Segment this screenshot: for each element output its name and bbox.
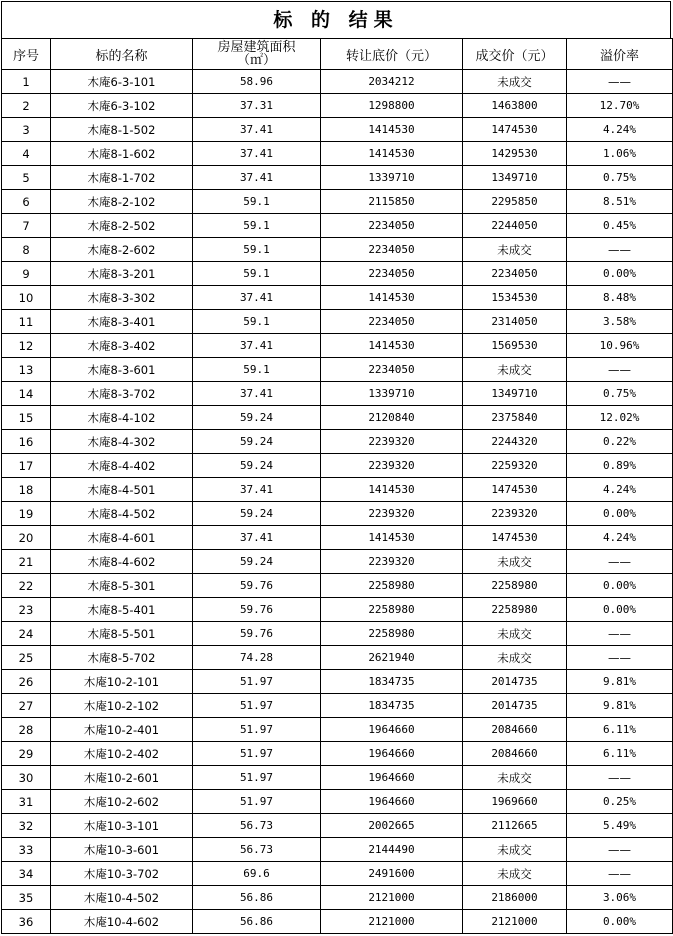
cell-premium: 0.00% (567, 262, 673, 286)
table-row (2, 454, 673, 478)
table-row (2, 718, 673, 742)
cell-reserve-price: 1964660 (321, 790, 463, 814)
cell-reserve-price: 2239320 (321, 502, 463, 526)
cell-name: 木庵8-3-401 (51, 310, 193, 334)
cell-area: 59.1 (193, 358, 321, 382)
cell-name: 木庵8-3-201 (51, 262, 193, 286)
cell-name: 木庵8-4-402 (51, 454, 193, 478)
cell-deal-price: 1569530 (463, 334, 567, 358)
cell-deal-price: 2234050 (463, 262, 567, 286)
cell-name: 木庵6-3-102 (51, 94, 193, 118)
cell-index: 29 (2, 742, 51, 766)
cell-reserve-price: 2144490 (321, 838, 463, 862)
cell-area: 59.24 (193, 406, 321, 430)
cell-reserve-price: 2621940 (321, 646, 463, 670)
cell-premium: 6.11% (567, 742, 673, 766)
header-area-unit: （㎡） (236, 53, 276, 68)
cell-area: 37.41 (193, 334, 321, 358)
cell-reserve-price: 2491600 (321, 862, 463, 886)
table-row (2, 406, 673, 430)
cell-area: 74.28 (193, 646, 321, 670)
cell-premium: —— (567, 862, 673, 886)
table-row (2, 694, 673, 718)
table-row (2, 862, 673, 886)
cell-premium: —— (567, 646, 673, 670)
cell-area: 56.86 (193, 886, 321, 910)
cell-index: 12 (2, 334, 51, 358)
cell-deal-price: 2121000 (463, 910, 567, 934)
cell-index: 4 (2, 142, 51, 166)
cell-deal-price: 1349710 (463, 166, 567, 190)
cell-reserve-price: 1414530 (321, 118, 463, 142)
cell-name: 木庵10-3-601 (51, 838, 193, 862)
cell-deal-price: 2295850 (463, 190, 567, 214)
cell-reserve-price: 1414530 (321, 142, 463, 166)
cell-premium: 8.51% (567, 190, 673, 214)
cell-index: 32 (2, 814, 51, 838)
cell-index: 35 (2, 886, 51, 910)
cell-index: 5 (2, 166, 51, 190)
cell-deal-price: 2244320 (463, 430, 567, 454)
cell-name: 木庵8-4-102 (51, 406, 193, 430)
cell-area: 59.1 (193, 262, 321, 286)
cell-deal-price: 2259320 (463, 454, 567, 478)
cell-reserve-price: 2121000 (321, 886, 463, 910)
cell-deal-price: 未成交 (463, 622, 567, 646)
cell-premium: 1.06% (567, 142, 673, 166)
cell-area: 59.24 (193, 430, 321, 454)
cell-area: 37.41 (193, 166, 321, 190)
table-row (2, 334, 673, 358)
page-title: 标 的 结果 (1, 1, 671, 38)
cell-deal-price: 1429530 (463, 142, 567, 166)
cell-premium: —— (567, 550, 673, 574)
cell-reserve-price: 2234050 (321, 262, 463, 286)
cell-area: 59.76 (193, 622, 321, 646)
header-premium: 溢价率 (567, 39, 673, 70)
cell-index: 8 (2, 238, 51, 262)
cell-index: 31 (2, 790, 51, 814)
table-row (2, 142, 673, 166)
cell-reserve-price: 2258980 (321, 574, 463, 598)
cell-name: 木庵8-1-702 (51, 166, 193, 190)
cell-name: 木庵10-2-101 (51, 670, 193, 694)
cell-area: 59.24 (193, 550, 321, 574)
header-deal-price: 成交价（元） (463, 39, 567, 70)
cell-index: 36 (2, 910, 51, 934)
cell-index: 2 (2, 94, 51, 118)
cell-name: 木庵10-2-402 (51, 742, 193, 766)
cell-index: 7 (2, 214, 51, 238)
table-row (2, 430, 673, 454)
cell-name: 木庵8-5-501 (51, 622, 193, 646)
cell-premium: 3.58% (567, 310, 673, 334)
cell-area: 59.1 (193, 310, 321, 334)
cell-index: 25 (2, 646, 51, 670)
table-row (2, 814, 673, 838)
cell-index: 11 (2, 310, 51, 334)
table-row (2, 166, 673, 190)
cell-deal-price: 未成交 (463, 838, 567, 862)
cell-index: 9 (2, 262, 51, 286)
cell-index: 21 (2, 550, 51, 574)
cell-deal-price: 1474530 (463, 526, 567, 550)
cell-area: 59.76 (193, 574, 321, 598)
cell-premium: 0.75% (567, 382, 673, 406)
table-row (2, 886, 673, 910)
cell-name: 木庵6-3-101 (51, 70, 193, 94)
table-row (2, 910, 673, 934)
cell-deal-price: 未成交 (463, 358, 567, 382)
cell-area: 59.1 (193, 238, 321, 262)
cell-premium: 0.00% (567, 502, 673, 526)
header-name: 标的名称 (51, 39, 193, 70)
cell-reserve-price: 2239320 (321, 550, 463, 574)
cell-deal-price: 2112665 (463, 814, 567, 838)
cell-premium: 4.24% (567, 526, 673, 550)
cell-premium: 0.45% (567, 214, 673, 238)
cell-area: 51.97 (193, 670, 321, 694)
cell-index: 26 (2, 670, 51, 694)
cell-area: 51.97 (193, 694, 321, 718)
cell-area: 59.1 (193, 190, 321, 214)
cell-reserve-price: 2234050 (321, 310, 463, 334)
cell-deal-price: 2239320 (463, 502, 567, 526)
cell-deal-price: 1534530 (463, 286, 567, 310)
cell-deal-price: 未成交 (463, 70, 567, 94)
table-row (2, 118, 673, 142)
cell-deal-price: 2084660 (463, 718, 567, 742)
cell-premium: 9.81% (567, 694, 673, 718)
table-row (2, 766, 673, 790)
cell-area: 69.6 (193, 862, 321, 886)
cell-name: 木庵10-4-602 (51, 910, 193, 934)
cell-area: 51.97 (193, 766, 321, 790)
table-row (2, 478, 673, 502)
cell-index: 13 (2, 358, 51, 382)
cell-name: 木庵10-4-502 (51, 886, 193, 910)
cell-premium: 0.22% (567, 430, 673, 454)
cell-premium: 0.00% (567, 574, 673, 598)
cell-name: 木庵8-3-302 (51, 286, 193, 310)
cell-premium: —— (567, 838, 673, 862)
cell-name: 木庵8-1-602 (51, 142, 193, 166)
cell-reserve-price: 2239320 (321, 430, 463, 454)
cell-index: 34 (2, 862, 51, 886)
cell-reserve-price: 1964660 (321, 742, 463, 766)
cell-reserve-price: 1414530 (321, 286, 463, 310)
cell-name: 木庵10-2-602 (51, 790, 193, 814)
cell-reserve-price: 2258980 (321, 598, 463, 622)
cell-premium: —— (567, 622, 673, 646)
cell-index: 1 (2, 70, 51, 94)
table-row (2, 94, 673, 118)
cell-reserve-price: 2234050 (321, 214, 463, 238)
cell-deal-price: 未成交 (463, 766, 567, 790)
cell-name: 木庵10-2-401 (51, 718, 193, 742)
cell-reserve-price: 2234050 (321, 238, 463, 262)
table-header (2, 39, 673, 70)
cell-premium: —— (567, 238, 673, 262)
cell-index: 14 (2, 382, 51, 406)
cell-index: 20 (2, 526, 51, 550)
cell-reserve-price: 2234050 (321, 358, 463, 382)
cell-index: 6 (2, 190, 51, 214)
cell-area: 37.31 (193, 94, 321, 118)
cell-premium: 10.96% (567, 334, 673, 358)
table-row (2, 742, 673, 766)
cell-premium: 4.24% (567, 118, 673, 142)
cell-reserve-price: 2120840 (321, 406, 463, 430)
cell-deal-price: 2375840 (463, 406, 567, 430)
cell-premium: 12.70% (567, 94, 673, 118)
cell-premium: 0.00% (567, 598, 673, 622)
cell-index: 22 (2, 574, 51, 598)
table-row (2, 262, 673, 286)
cell-reserve-price: 2258980 (321, 622, 463, 646)
header-area-label: 房屋建筑面积 (217, 40, 296, 55)
cell-reserve-price: 1339710 (321, 166, 463, 190)
cell-area: 56.73 (193, 838, 321, 862)
cell-premium: 3.06% (567, 886, 673, 910)
cell-reserve-price: 1964660 (321, 718, 463, 742)
cell-reserve-price: 2002665 (321, 814, 463, 838)
cell-area: 37.41 (193, 382, 321, 406)
cell-name: 木庵10-2-601 (51, 766, 193, 790)
cell-deal-price: 1474530 (463, 118, 567, 142)
cell-deal-price: 1463800 (463, 94, 567, 118)
header-reserve-price: 转让底价（元） (321, 39, 463, 70)
header-area (193, 39, 321, 70)
header-index: 序号 (2, 39, 51, 70)
results-table (1, 38, 673, 934)
cell-area: 37.41 (193, 142, 321, 166)
cell-deal-price: 1474530 (463, 478, 567, 502)
cell-name: 木庵8-2-102 (51, 190, 193, 214)
cell-index: 19 (2, 502, 51, 526)
cell-area: 59.1 (193, 214, 321, 238)
cell-reserve-price: 2034212 (321, 70, 463, 94)
cell-name: 木庵10-3-702 (51, 862, 193, 886)
cell-deal-price: 未成交 (463, 862, 567, 886)
cell-name: 木庵10-2-102 (51, 694, 193, 718)
cell-reserve-price: 2239320 (321, 454, 463, 478)
cell-premium: 0.89% (567, 454, 673, 478)
cell-index: 3 (2, 118, 51, 142)
table-row (2, 550, 673, 574)
cell-index: 24 (2, 622, 51, 646)
cell-area: 51.97 (193, 790, 321, 814)
cell-area: 58.96 (193, 70, 321, 94)
table-body (2, 70, 673, 934)
cell-reserve-price: 1834735 (321, 670, 463, 694)
cell-premium: 6.11% (567, 718, 673, 742)
table-row (2, 286, 673, 310)
table-row (2, 310, 673, 334)
cell-premium: 0.00% (567, 910, 673, 934)
table-row (2, 70, 673, 94)
cell-name: 木庵8-5-401 (51, 598, 193, 622)
cell-reserve-price: 1414530 (321, 334, 463, 358)
cell-deal-price: 未成交 (463, 646, 567, 670)
cell-name: 木庵8-1-502 (51, 118, 193, 142)
table-row (2, 382, 673, 406)
cell-deal-price: 未成交 (463, 238, 567, 262)
table-row (2, 502, 673, 526)
cell-area: 51.97 (193, 742, 321, 766)
cell-deal-price: 2258980 (463, 574, 567, 598)
cell-premium: 0.75% (567, 166, 673, 190)
cell-area: 37.41 (193, 478, 321, 502)
cell-name: 木庵8-2-502 (51, 214, 193, 238)
cell-area: 59.24 (193, 454, 321, 478)
cell-premium: —— (567, 358, 673, 382)
cell-premium: 8.48% (567, 286, 673, 310)
cell-deal-price: 2014735 (463, 670, 567, 694)
cell-area: 56.73 (193, 814, 321, 838)
table-row (2, 646, 673, 670)
cell-reserve-price: 2115850 (321, 190, 463, 214)
cell-reserve-price: 1414530 (321, 526, 463, 550)
table-row (2, 358, 673, 382)
cell-index: 15 (2, 406, 51, 430)
cell-name: 木庵8-4-601 (51, 526, 193, 550)
cell-reserve-price: 1964660 (321, 766, 463, 790)
cell-name: 木庵10-3-101 (51, 814, 193, 838)
cell-deal-price: 2258980 (463, 598, 567, 622)
cell-deal-price: 2314050 (463, 310, 567, 334)
cell-area: 59.24 (193, 502, 321, 526)
cell-reserve-price: 1414530 (321, 478, 463, 502)
cell-name: 木庵8-5-702 (51, 646, 193, 670)
cell-reserve-price: 1339710 (321, 382, 463, 406)
cell-premium: 0.25% (567, 790, 673, 814)
cell-deal-price: 1969660 (463, 790, 567, 814)
cell-reserve-price: 1298800 (321, 94, 463, 118)
cell-premium: 9.81% (567, 670, 673, 694)
cell-area: 59.76 (193, 598, 321, 622)
cell-deal-price: 2186000 (463, 886, 567, 910)
cell-premium: —— (567, 70, 673, 94)
cell-name: 木庵8-4-502 (51, 502, 193, 526)
cell-deal-price: 1349710 (463, 382, 567, 406)
cell-deal-price: 2014735 (463, 694, 567, 718)
cell-deal-price: 2084660 (463, 742, 567, 766)
table-row (2, 238, 673, 262)
cell-name: 木庵8-3-601 (51, 358, 193, 382)
cell-reserve-price: 1834735 (321, 694, 463, 718)
table-row (2, 190, 673, 214)
table-row (2, 574, 673, 598)
cell-index: 27 (2, 694, 51, 718)
cell-index: 17 (2, 454, 51, 478)
cell-premium: —— (567, 766, 673, 790)
cell-index: 18 (2, 478, 51, 502)
table-row (2, 598, 673, 622)
cell-index: 28 (2, 718, 51, 742)
cell-area: 56.86 (193, 910, 321, 934)
cell-area: 51.97 (193, 718, 321, 742)
cell-index: 16 (2, 430, 51, 454)
cell-name: 木庵8-3-402 (51, 334, 193, 358)
table-row (2, 790, 673, 814)
cell-premium: 5.49% (567, 814, 673, 838)
cell-deal-price: 未成交 (463, 550, 567, 574)
cell-premium: 4.24% (567, 478, 673, 502)
cell-name: 木庵8-5-301 (51, 574, 193, 598)
cell-index: 10 (2, 286, 51, 310)
table-row (2, 838, 673, 862)
cell-deal-price: 2244050 (463, 214, 567, 238)
cell-name: 木庵8-4-302 (51, 430, 193, 454)
cell-area: 37.41 (193, 118, 321, 142)
cell-premium: 12.02% (567, 406, 673, 430)
cell-index: 23 (2, 598, 51, 622)
cell-reserve-price: 2121000 (321, 910, 463, 934)
cell-index: 33 (2, 838, 51, 862)
cell-name: 木庵8-4-602 (51, 550, 193, 574)
cell-name: 木庵8-3-702 (51, 382, 193, 406)
cell-index: 30 (2, 766, 51, 790)
cell-area: 37.41 (193, 526, 321, 550)
cell-area: 37.41 (193, 286, 321, 310)
table-row (2, 526, 673, 550)
cell-name: 木庵8-4-501 (51, 478, 193, 502)
table-row (2, 622, 673, 646)
cell-name: 木庵8-2-602 (51, 238, 193, 262)
table-row (2, 214, 673, 238)
table-row (2, 670, 673, 694)
